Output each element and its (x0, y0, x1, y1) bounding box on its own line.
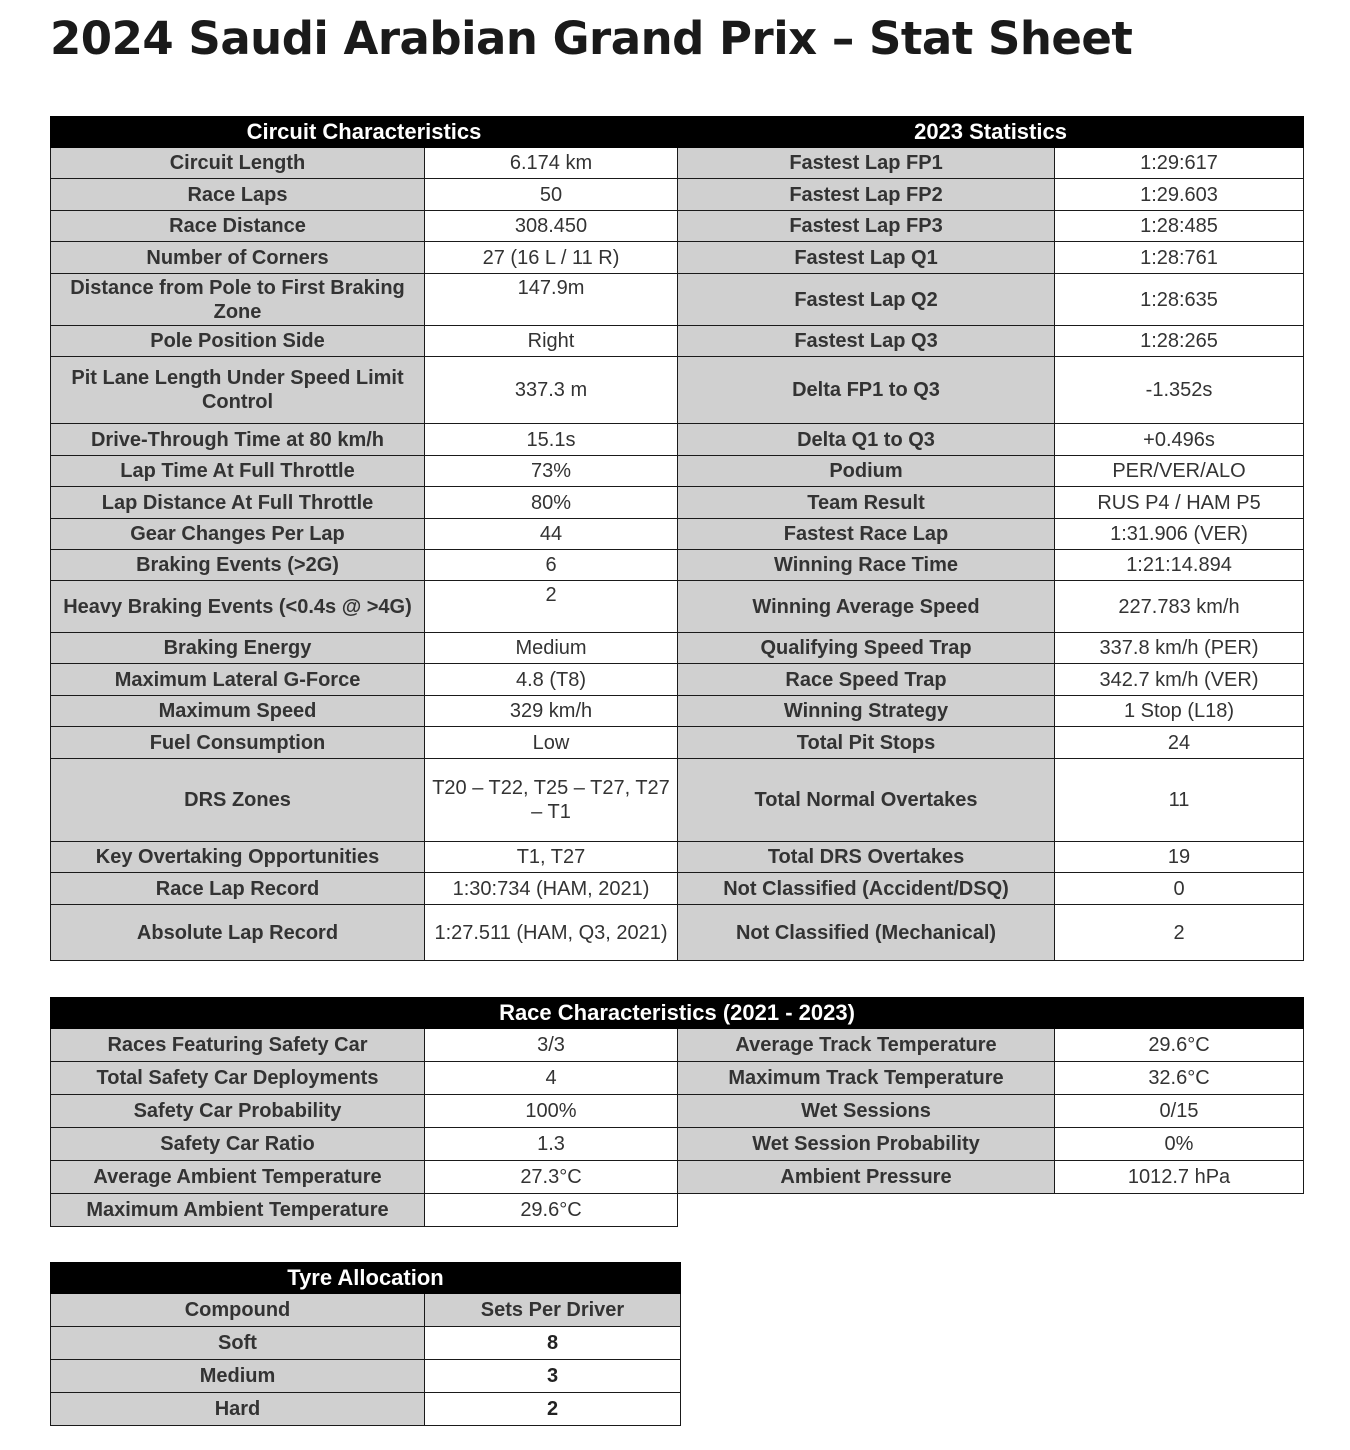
race-value: 0% (1055, 1128, 1304, 1161)
race-label: Ambient Pressure (678, 1161, 1055, 1194)
circuit-label: Maximum Lateral G-Force (51, 664, 425, 696)
tyre-sets-column-header: Sets Per Driver (425, 1294, 681, 1327)
circuit-label: Number of Corners (51, 242, 425, 274)
stats-2023-header: 2023 Statistics (678, 117, 1304, 148)
circuit-value: 44 (425, 519, 678, 550)
stat-value: 11 (1055, 759, 1304, 842)
circuit-label: Heavy Braking Events (<0.4s @ >4G) (51, 581, 425, 633)
table-row (51, 1194, 1304, 1227)
stat-label: Podium (678, 456, 1055, 487)
stat-label: Fastest Lap Q3 (678, 326, 1055, 357)
circuit-value: 6.174 km (425, 148, 678, 179)
stat-label: Total DRS Overtakes (678, 842, 1055, 873)
circuit-label: Gear Changes Per Lap (51, 519, 425, 550)
circuit-label: Lap Time At Full Throttle (51, 456, 425, 487)
tyre-allocation-header: Tyre Allocation (51, 1263, 681, 1294)
table-row (51, 211, 1304, 242)
stat-label: Winning Average Speed (678, 581, 1055, 633)
tyre-compound: Soft (51, 1327, 425, 1360)
page-title: 2024 Saudi Arabian Grand Prix – Stat Sheet (50, 12, 1133, 65)
circuit-value: T1, T27 (425, 842, 678, 873)
table-row (51, 326, 1304, 357)
tyre-sets: 8 (425, 1327, 681, 1360)
race-label: Races Featuring Safety Car (51, 1029, 425, 1062)
circuit-stats-table (50, 116, 1304, 961)
table-row (51, 759, 1304, 842)
race-value: 3/3 (425, 1029, 678, 1062)
stat-value: +0.496s (1055, 424, 1304, 456)
stat-value: 2 (1055, 905, 1304, 961)
stat-label: Fastest Lap FP3 (678, 211, 1055, 242)
race-label: Maximum Track Temperature (678, 1062, 1055, 1095)
stat-label: Delta FP1 to Q3 (678, 357, 1055, 424)
circuit-label: DRS Zones (51, 759, 425, 842)
circuit-label: Fuel Consumption (51, 727, 425, 759)
circuit-value: Medium (425, 633, 678, 664)
circuit-value: 1:27.511 (HAM, Q3, 2021) (425, 905, 678, 961)
table-row (51, 274, 1304, 326)
race-value: 29.6°C (1055, 1029, 1304, 1062)
circuit-value: 73% (425, 456, 678, 487)
stat-value: 0 (1055, 873, 1304, 905)
circuit-label: Pit Lane Length Under Speed Limit Control (51, 357, 425, 424)
race-value: 0/15 (1055, 1095, 1304, 1128)
circuit-label: Race Distance (51, 211, 425, 242)
stat-value: 342.7 km/h (VER) (1055, 664, 1304, 696)
stat-label: Delta Q1 to Q3 (678, 424, 1055, 456)
race-value: 1012.7 hPa (1055, 1161, 1304, 1194)
race-label: Safety Car Probability (51, 1095, 425, 1128)
table-row (51, 1029, 1304, 1062)
tyre-allocation-table (50, 1262, 681, 1426)
stat-value: 1:29:617 (1055, 148, 1304, 179)
race-label: Average Track Temperature (678, 1029, 1055, 1062)
tyre-compound: Hard (51, 1393, 425, 1426)
circuit-value: 27 (16 L / 11 R) (425, 242, 678, 274)
circuit-label: Absolute Lap Record (51, 905, 425, 961)
circuit-value: 329 km/h (425, 696, 678, 727)
stat-label: Winning Strategy (678, 696, 1055, 727)
stat-label: Winning Race Time (678, 550, 1055, 581)
stat-value: 19 (1055, 842, 1304, 873)
empty-cell (678, 1194, 1304, 1227)
circuit-value: Right (425, 326, 678, 357)
circuit-label: Distance from Pole to First Braking Zone (51, 274, 425, 326)
stat-value: 1:21:14.894 (1055, 550, 1304, 581)
circuit-value: 4.8 (T8) (425, 664, 678, 696)
race-value: 1.3 (425, 1128, 678, 1161)
circuit-label: Pole Position Side (51, 326, 425, 357)
race-value: 100% (425, 1095, 678, 1128)
table-row (51, 242, 1304, 274)
tyre-compound-column-header: Compound (51, 1294, 425, 1327)
stat-label: Total Normal Overtakes (678, 759, 1055, 842)
race-value: 27.3°C (425, 1161, 678, 1194)
stat-value: 1 Stop (L18) (1055, 696, 1304, 727)
table-row (51, 664, 1304, 696)
table-row (51, 424, 1304, 456)
table-row (51, 842, 1304, 873)
circuit-label: Key Overtaking Opportunities (51, 842, 425, 873)
stat-label: Fastest Lap Q1 (678, 242, 1055, 274)
race-characteristics-header: Race Characteristics (2021 - 2023) (51, 998, 1304, 1029)
table-row (51, 873, 1304, 905)
table-row (51, 456, 1304, 487)
table-row (51, 1128, 1304, 1161)
table-row (51, 633, 1304, 664)
circuit-label: Braking Energy (51, 633, 425, 664)
stat-label: Fastest Lap FP1 (678, 148, 1055, 179)
circuit-value: Low (425, 727, 678, 759)
table-row (51, 905, 1304, 961)
stat-label: Not Classified (Mechanical) (678, 905, 1055, 961)
race-label: Wet Session Probability (678, 1128, 1055, 1161)
table-row (51, 581, 1304, 633)
table-row (51, 357, 1304, 424)
circuit-value: 80% (425, 487, 678, 519)
stat-value: 1:28:761 (1055, 242, 1304, 274)
stat-value: 227.783 km/h (1055, 581, 1304, 633)
race-label: Wet Sessions (678, 1095, 1055, 1128)
stat-label: Fastest Lap Q2 (678, 274, 1055, 326)
stat-label: Race Speed Trap (678, 664, 1055, 696)
circuit-value: 2 (425, 581, 678, 633)
table-row (51, 487, 1304, 519)
race-value: 4 (425, 1062, 678, 1095)
tyre-compound: Medium (51, 1360, 425, 1393)
stat-label: Total Pit Stops (678, 727, 1055, 759)
stat-label: Qualifying Speed Trap (678, 633, 1055, 664)
circuit-value: 15.1s (425, 424, 678, 456)
table-row (51, 1327, 681, 1360)
stat-value: PER/VER/ALO (1055, 456, 1304, 487)
stat-value: 1:28:265 (1055, 326, 1304, 357)
stat-value: 337.8 km/h (PER) (1055, 633, 1304, 664)
circuit-value: 6 (425, 550, 678, 581)
circuit-value: T20 – T22, T25 – T27, T27 – T1 (425, 759, 678, 842)
circuit-value: 1:30:734 (HAM, 2021) (425, 873, 678, 905)
stat-value: RUS P4 / HAM P5 (1055, 487, 1304, 519)
stat-value: 1:28:635 (1055, 274, 1304, 326)
race-characteristics-table (50, 997, 1304, 1227)
race-label: Average Ambient Temperature (51, 1161, 425, 1194)
circuit-label: Braking Events (>2G) (51, 550, 425, 581)
stat-label: Fastest Race Lap (678, 519, 1055, 550)
table-row (51, 1360, 681, 1393)
stat-label: Fastest Lap FP2 (678, 179, 1055, 211)
race-value: 32.6°C (1055, 1062, 1304, 1095)
race-label: Total Safety Car Deployments (51, 1062, 425, 1095)
table-row (51, 727, 1304, 759)
stat-label: Team Result (678, 487, 1055, 519)
stat-value: -1.352s (1055, 357, 1304, 424)
table-row (51, 550, 1304, 581)
circuit-label: Race Laps (51, 179, 425, 211)
stat-value: 24 (1055, 727, 1304, 759)
table-row (51, 696, 1304, 727)
stat-value: 1:29.603 (1055, 179, 1304, 211)
stat-label: Not Classified (Accident/DSQ) (678, 873, 1055, 905)
table-row (51, 1393, 681, 1426)
table-row (51, 1095, 1304, 1128)
circuit-value: 50 (425, 179, 678, 211)
table-row (51, 1062, 1304, 1095)
circuit-label: Lap Distance At Full Throttle (51, 487, 425, 519)
tyre-sets: 2 (425, 1393, 681, 1426)
race-label: Maximum Ambient Temperature (51, 1194, 425, 1227)
stat-value: 1:28:485 (1055, 211, 1304, 242)
table-row (51, 148, 1304, 179)
circuit-label: Maximum Speed (51, 696, 425, 727)
tyre-sets: 3 (425, 1360, 681, 1393)
circuit-label: Circuit Length (51, 148, 425, 179)
table-row (51, 519, 1304, 550)
circuit-value: 308.450 (425, 211, 678, 242)
circuit-value: 337.3 m (425, 357, 678, 424)
circuit-label: Race Lap Record (51, 873, 425, 905)
race-label: Safety Car Ratio (51, 1128, 425, 1161)
race-value: 29.6°C (425, 1194, 678, 1227)
stat-value: 1:31.906 (VER) (1055, 519, 1304, 550)
circuit-characteristics-header: Circuit Characteristics (51, 117, 678, 148)
circuit-label: Drive-Through Time at 80 km/h (51, 424, 425, 456)
table-row (51, 1161, 1304, 1194)
circuit-value: 147.9m (425, 274, 678, 326)
table-row (51, 179, 1304, 211)
